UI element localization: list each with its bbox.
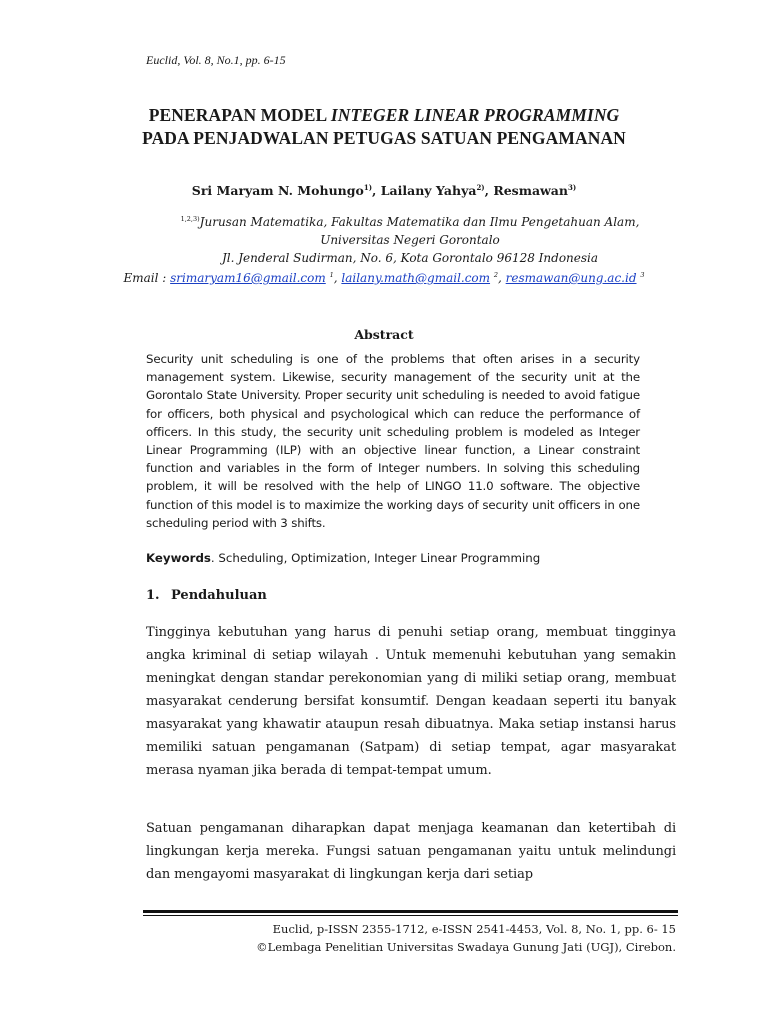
body-paragraph: Satuan pengamanan diharapkan dapat menjaga keamanan dan ketertibah di lingkungan kerja mereka. Fungsi satuan pengamanan yaitu untuk melindungi dan mengayomi masyarakat di lingkungan kerja dari setiap [146,821,676,882]
footer-rule-thick [143,910,678,913]
author-name: Sri Maryam N. Mohungo [191,183,364,199]
email-link-1[interactable]: srimaryam16@gmail.com [170,271,326,285]
section-title: Pendahuluan [171,588,267,603]
affiliation-marks: 1,2,3) [180,215,200,223]
affiliation-address: Jl. Jenderal Sudirman, No. 6, Kota Gorontalo 96128 Indonesia [221,251,599,265]
title-italic-term: INTEGER LINEAR PROGRAMMING [330,105,620,125]
author-name: Resmawan [493,183,568,199]
author-mark: 1) [363,183,373,192]
email-link-3[interactable]: resmawan@ung.ac.id [505,271,637,285]
body-paragraph: Tingginya kebutuhan yang harus di penuhi setiap orang, membuat tingginya angka kriminal di setiap wilayah . Untuk memenuhi kebutuhan yang semakin meningkat dengan standar perekonomian yang di miliki setiap orang, membuat masyarakat cenderung bersifat konsumtif. Dengan keadaan seperti itu banyak masyarakat yang khawatir ataupun resah dibuatnya. Maka setiap instansi harus memiliki satuan pengamanan (Satpam) di setiap tempat, agar masyarakat merasa nyaman jika berada di tempat-tempat umum. [146,625,676,778]
affiliation [150,210,670,267]
footer-citation: Euclid, p-ISSN 2355-1712, e-ISSN 2541-4453, Vol. 8, No. 1, pp. 6- 15 [272,922,676,936]
author-name: Lailany Yahya [380,183,477,199]
title-line-1: PENERAPAN MODEL INTEGER LINEAR PROGRAMMING [148,105,620,125]
page-footer [256,920,676,956]
footer-copyright: ©Lembaga Penelitian Universitas Swadaya Gunung Jati (UGJ), Cirebon. [256,940,676,954]
title-line-2: PADA PENJADWALAN PETUGAS SATUAN PENGAMANAN [142,128,626,148]
section-heading [146,588,267,603]
keywords-list: . Scheduling, Optimization, Integer Linear Programming [210,551,541,565]
email-label: Email : [123,271,171,285]
keywords-label: Keywords [146,551,211,565]
paper-title [100,104,668,150]
author-mark: 2) [476,183,485,192]
running-head: Euclid, Vol. 8, No.1, pp. 6-15 [146,53,286,67]
author-list: Sri Maryam N. Mohungo$^{1)}$, Lailany Yahya$^{2)}$, Resmawan$^{3)}$ [191,183,577,199]
abstract-text: Security unit scheduling is one of the problems that often arises in a security management system. Likewise, security management of the security unit at the Gorontalo State University. Proper security unit scheduling is needed to avoid fatigue for officers, both physical and psychological which can reduce the performance of officers. In this study, the security unit scheduling problem is modeled as Integer Linear Programming (ILP) with an objective linear function, a Linear constraint function and variables in the form of Integer numbers. In solving this scheduling problem, it will be resolved with the help of LINGO 11.0 software. The objective function of this model is to maximize the working days of security unit officers in one scheduling period with 3 shifts. [146,352,640,530]
email-link-2[interactable]: lailany.math@gmail.com [341,271,491,285]
affiliation-institution: $^{1,2,3)}$Jurusan Matematika, Fakultas Matematika dan Ilmu Pengetahuan Alam, Universitas Negeri Gorontalo [180,215,640,247]
footer-rule-thin [143,915,678,916]
keywords-line [146,551,540,565]
author-mark: 3) [568,183,577,192]
email-line: Email : srimaryam16@gmail.com $^1$, lailany.math@gmail.com $^2$, resmawan@ung.ac.id $^3$ [123,271,645,285]
abstract-heading: Abstract [354,327,414,342]
section-number: 1. [146,588,160,603]
